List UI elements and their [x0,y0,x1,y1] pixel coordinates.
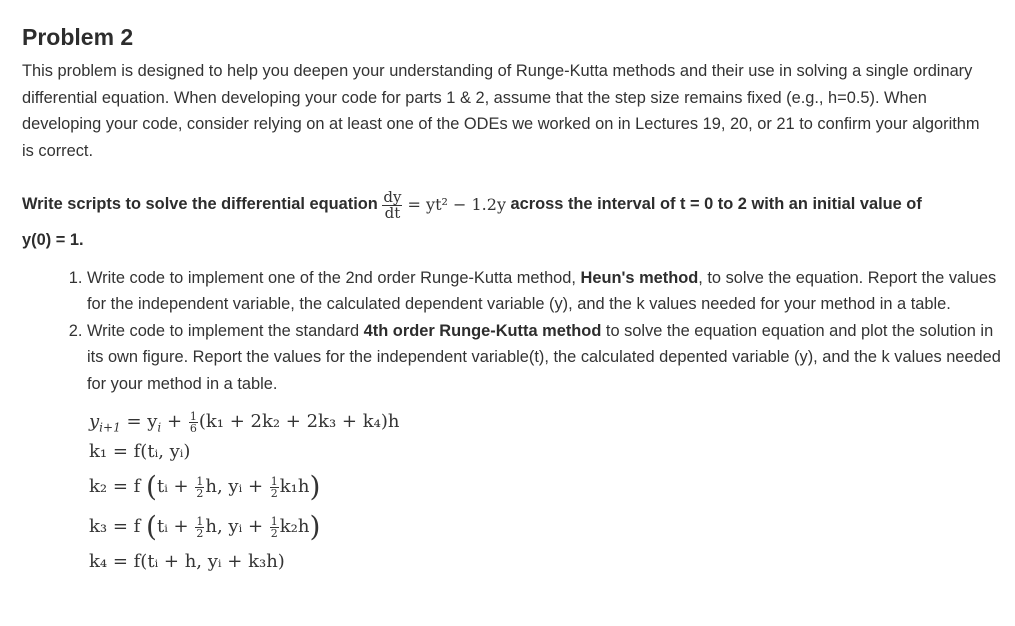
derivative-fraction [382,187,402,222]
one-half-fraction: $\frac{1}{2}$ [196,514,204,540]
equation-rhs: = yt² − 1.2y [407,194,506,214]
eq-symbol: y [89,411,100,433]
left-paren: ( [146,510,157,544]
differential-equation [382,183,506,227]
initial-condition: y(0) = 1. [22,230,84,249]
one-half-fraction: $\frac{1}{2}$ [196,474,204,500]
k4-equation: k₄ = f(tᵢ + h, yᵢ + k₃h) [89,551,285,573]
one-sixth-fraction: $\frac{1}{6}$ [189,409,197,435]
task-statement [22,182,1007,227]
eq-text: k₂ = f [89,476,141,498]
derivative-denominator: dt [384,203,401,222]
k2-equation [89,467,1007,507]
task-after: across the interval of t = 0 to 2 with an initial value of [510,195,922,213]
one-half-fraction: $\frac{1}{2}$ [270,514,278,540]
left-paren: ( [146,470,157,504]
eq-text: k₂h [279,516,310,538]
list-item [87,265,1002,318]
eq-text: (k₁ + 2k₂ + 2k₃ + k₄)h [198,411,400,433]
task-before: Write scripts to solve the differential equation [22,195,378,213]
problem-page [22,22,1007,577]
task-list [22,265,1002,398]
eq-text: h, yᵢ + [205,476,264,498]
item-bold: Heun's method [580,268,699,287]
right-paren: ) [309,510,321,544]
item-pre: Write code to implement the standard [87,321,360,340]
eq-text: + [167,411,183,433]
item-bold: 4th order Runge-Kutta method [363,321,602,340]
eq-text: k₃ = f [89,516,141,538]
problem-intro: This problem is designed to help you deepen your understanding of Runge-Kutta methods and their use in solving a single ordinary differential equation. When developing your code for parts 1 & 2, assume that the step size remains fixed (e.g., h=0.5). When developing your code, consider relying on at least one of the ODEs we worked on in Lectures 19, 20, or 21 to confirm your algorithm is correct. [22,62,980,160]
item-post: to solve the equation equation and plot the solution in its own figure. Report the values for the independent variable(t), the calculated depented variable (y), and the k values needed for your method in a table. [87,321,1001,393]
eq-text: k₁h [279,476,310,498]
k3-equation [89,507,1007,547]
derivative-numerator: dy [383,187,402,206]
list-item [87,318,1002,398]
eq-subscript: i+1 [99,420,121,435]
eq-text: h, yᵢ + [205,516,264,538]
item-pre: Write code to implement one of the 2nd order Runge-Kutta method, [87,268,576,287]
item-post: , to solve the equation. Report the values for the independent variable, the calculated dependent variable (y), and the k values needed for your method in a table. [87,268,997,314]
right-paren: ) [309,470,321,504]
rk4-update-equation [89,407,1007,437]
problem-title: Problem 2 [22,24,134,50]
rk4-equations [89,407,1007,577]
one-half-fraction: $\frac{1}{2}$ [270,474,278,500]
k1-equation: k₁ = f(tᵢ, yᵢ) [89,441,191,463]
eq-text: tᵢ + [156,476,189,498]
eq-subscript: i [157,420,162,435]
eq-text: = y [126,411,158,433]
eq-text: tᵢ + [156,516,189,538]
